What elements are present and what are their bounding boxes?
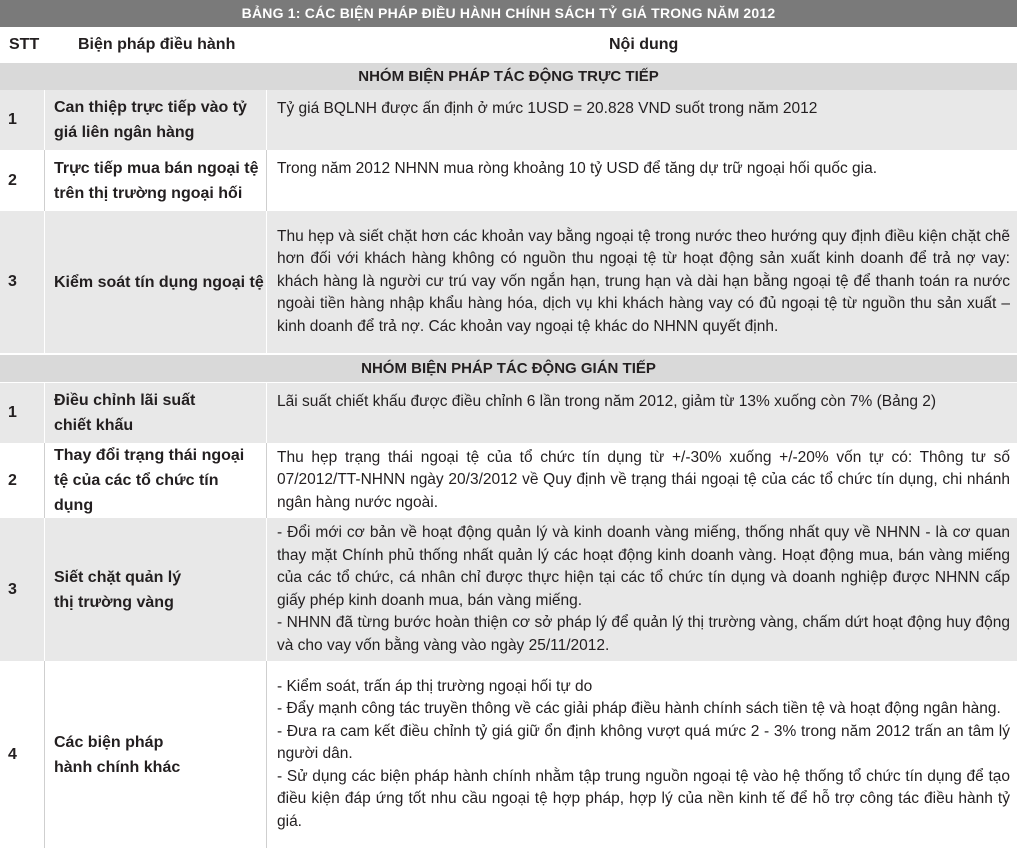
table-row	[0, 150, 1017, 211]
content-line: - Đưa ra cam kết điều chỉnh tỷ giá giữ ổn định không vượt quá mức 2 - 3% trong năm 2012 trấn an tâm lý người dân.	[277, 722, 1010, 763]
row-measure: Trực tiếp mua bán ngoại tệ trên thị trường ngoại hối	[44, 150, 266, 211]
table-row	[0, 90, 1017, 150]
row-measure: Thay đổi trạng thái ngoại tệ của các tổ chức tín dụng	[44, 443, 266, 518]
content-line: - Kiểm soát, trấn áp thị trường ngoại hối tự do	[277, 677, 593, 695]
row-content: Thu hẹp và siết chặt hơn các khoản vay bằng ngoại tệ trong nước theo hướng quy định điều kiện chặt chẽ hơn đối với khách hàng không có nguồn thu ngoại tệ từ hoạt động sản xuất kinh doanh để trả nợ vay: khách hàng là người cư trú vay vốn ngắn hạn, trung hạn và dài hạn bằng ngoại tệ để thanh toán ra nước ngoài tiền hàng nhập khẩu hàng hóa, dịch vụ khi khách hàng vay có đủ ngoại tệ từ nguồn thu sản xuất – kinh doanh để trả nợ. Các khoản vay ngoại tệ khác do NHNN quyết định.	[266, 211, 1017, 353]
row-content: Trong năm 2012 NHNN mua ròng khoảng 10 tỷ USD để tăng dự trữ ngoại hối quốc gia.	[266, 150, 1017, 211]
table-row	[0, 383, 1017, 443]
table-row	[0, 211, 1017, 353]
header-stt: STT	[9, 36, 40, 53]
row-measure: Can thiệp trực tiếp vào tỷ giá liên ngân hàng	[44, 90, 266, 150]
row-stt: 2	[8, 471, 17, 489]
header-content: Nội dung	[609, 36, 679, 53]
row-content: Thu hẹp trạng thái ngoại tệ của tổ chức tín dụng từ +/-30% xuống +/-20% vốn tự có: Thông tư số 07/2012/TT-NHNN ngày 20/3/2012 về Quy định về trạng thái ngoại tệ của các tổ chức tín dụng, chi nhánh ngân hàng nước ngoài.	[266, 443, 1017, 518]
row-measure: Kiểm soát tín dụng ngoại tệ	[44, 211, 266, 353]
row-measure: Các biện pháp hành chính khác	[44, 661, 266, 848]
row-stt: 3	[8, 580, 17, 598]
table-header-row	[0, 27, 1017, 63]
row-stt: 2	[8, 171, 17, 189]
row-content	[266, 661, 1017, 848]
row-measure: Siết chặt quản lý thị trường vàng	[44, 518, 266, 661]
table-row	[0, 518, 1017, 661]
row-stt: 3	[8, 273, 17, 290]
group-header-indirect: NHÓM BIỆN PHÁP TÁC ĐỘNG GIÁN TIẾP	[0, 355, 1017, 382]
table-row	[0, 443, 1017, 518]
table-title: BẢNG 1: CÁC BIỆN PHÁP ĐIỀU HÀNH CHÍNH SÁCH TỶ GIÁ TRONG NĂM 2012	[0, 0, 1017, 27]
content-line: - NHNN đã từng bước hoàn thiện cơ sở pháp lý để quản lý thị trường vàng, chấm dứt hoạt động huy động và cho vay vốn bằng vàng vào ngày 25/11/2012.	[277, 614, 1010, 654]
row-stt: 1	[8, 111, 17, 128]
row-measure: Điều chỉnh lãi suất chiết khấu	[44, 383, 266, 443]
row-stt: 4	[8, 745, 17, 763]
header-measure: Biện pháp điều hành	[78, 36, 236, 53]
content-line: - Đẩy mạnh công tác truyền thông về các giải pháp điều hành chính sách tiền tệ và hoạt động ngân hàng.	[277, 700, 1001, 718]
content-line: - Đổi mới cơ bản về hoạt động quản lý và kinh doanh vàng miếng, thống nhất quy về NHNN - là cơ quan thay mặt Chính phủ thống nhất quản lý các hoạt động kinh doanh vàng. Hoạt động mua, bán vàng miếng của các tổ chức, cá nhân chỉ được thực hiện tại các tổ chức tín dụng và doanh nghiệp được NHNN cấp giấy phép kinh doanh mua, bán vàng miếng.	[277, 524, 1010, 609]
content-line: - Sử dụng các biện pháp hành chính nhằm tập trung nguồn ngoại tệ vào hệ thống tổ chức tín dụng để tạo điều kiện đáp ứng tốt nhu cầu ngoại tệ hợp pháp, hợp lý của nền kinh tế để hỗ trợ công tác điều hành tỷ giá.	[277, 767, 1010, 830]
row-content	[266, 518, 1017, 661]
group-header-direct: NHÓM BIỆN PHÁP TÁC ĐỘNG TRỰC TIẾP	[0, 63, 1017, 90]
table-row	[0, 661, 1017, 848]
row-content: Lãi suất chiết khấu được điều chỉnh 6 lần trong năm 2012, giảm từ 13% xuống còn 7% (Bảng 2)	[266, 383, 1017, 443]
row-content: Tỷ giá BQLNH được ấn định ở mức 1USD = 20.828 VND suốt trong năm 2012	[266, 90, 1017, 150]
row-stt: 1	[8, 404, 17, 421]
